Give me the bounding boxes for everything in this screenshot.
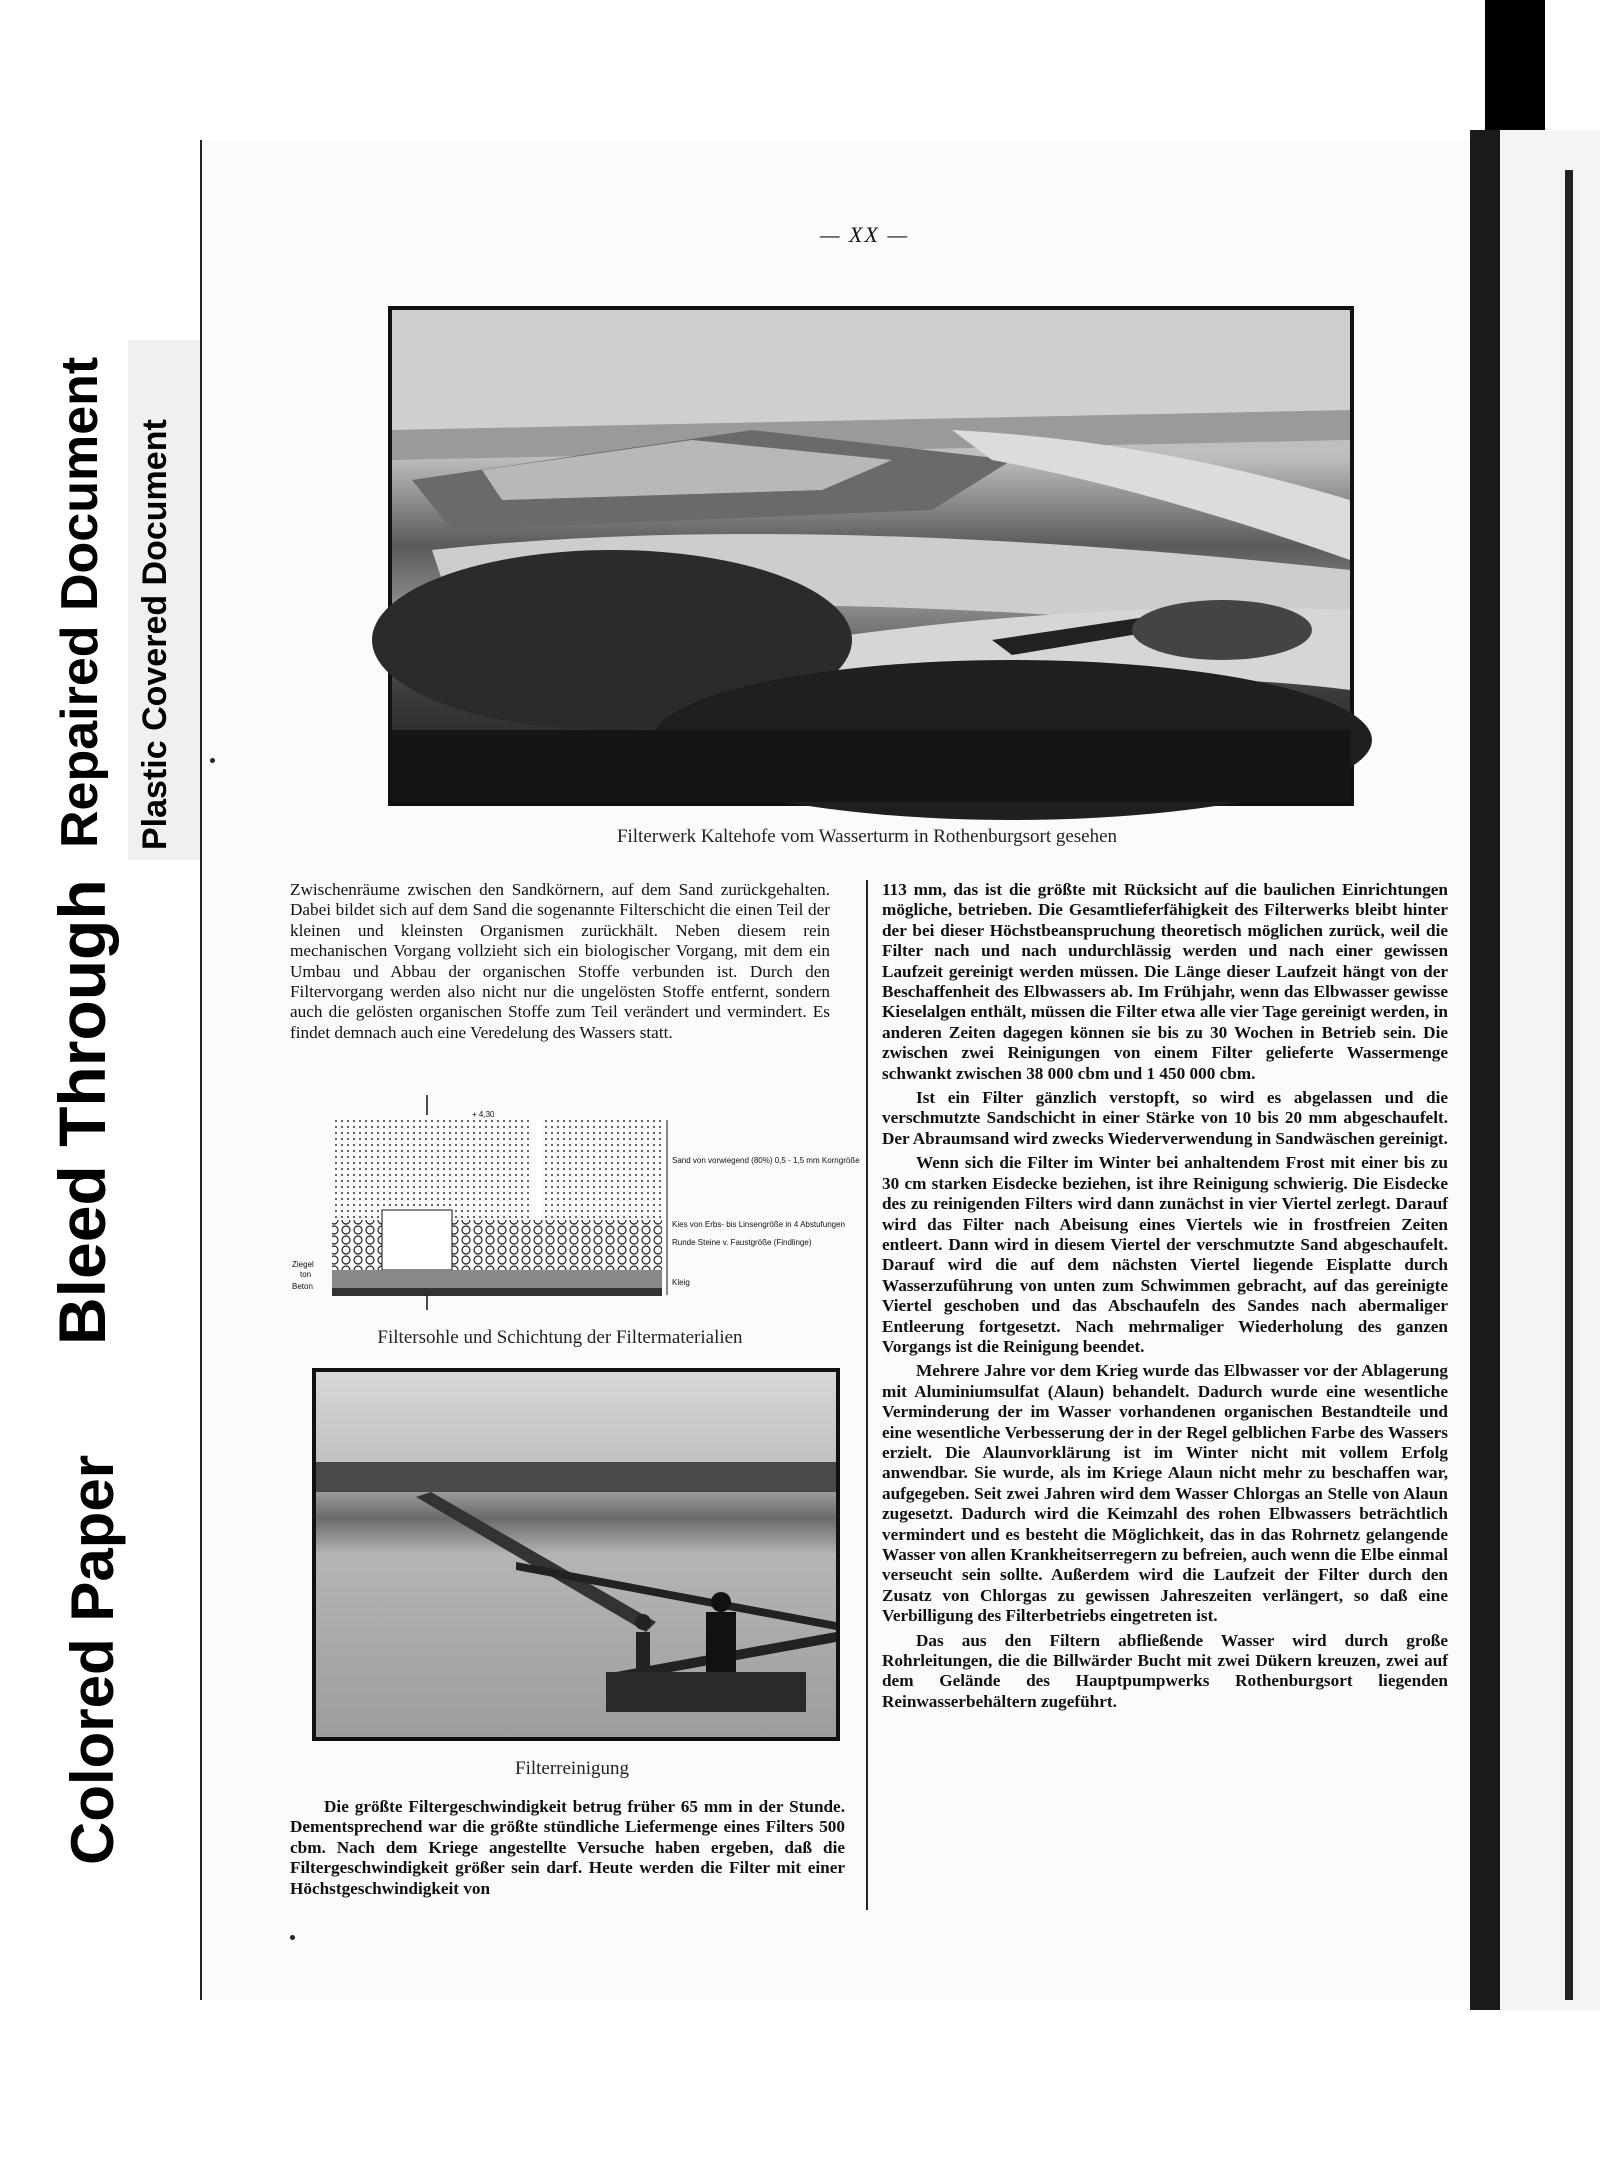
diagram-label-ziegel: Ziegel [292, 1260, 314, 1269]
diagram-label-beton: Beton [292, 1282, 313, 1291]
scan-top-margin [200, 0, 1600, 140]
repaired-document-tag: Repaired Document [51, 356, 109, 848]
right-column-paragraph-4: Mehrere Jahre vor dem Krieg wurde das Elbwasser vor der Ablagerung mit Aluminiumsulfat (Alaun) behandelt. Dadurch wurde eine wesentliche Verminderung der im Wasser vorhandenen organischen Bestandteile und eine wesentliche Verbesserung der in der Regel gelblichen Farbe des Wassers erzielt. Die Alaunvorklärung ist im Winter nicht mit vollem Erfolg anwendbar. Sie wurde, als im Kriege Alaun nicht mehr zu beschaffen war, aufgegeben. Seit zwei Jahren wird dem Wasser Chlorgas an Stelle von Alaun zugesetzt. Dadurch wird die Keimzahl des rohen Elbwassers beträchtlich vermindert und es besteht die Möglichkeit, das in das Rohrnetz gelangende Wasser von allen Krankheitserregern zu befreien, auch wenn die Elbe einmal verseucht sein sollte. Außerdem wird die Laufzeit der Filter durch den Zusatz von Chlorgas zu gewissen Jahreszeiten verlängert, so daß eine Verbilligung des Filterbetriebs eingetreten ist. [882, 1361, 1448, 1626]
page-edge-shadow [1470, 130, 1500, 2010]
left-column-upper [290, 880, 830, 1047]
right-column [882, 880, 1448, 1716]
right-column-paragraph-1: 113 mm, das ist die größte mit Rücksicht auf die baulichen Einrichtungen mögliche, betrieben. Die Gesamtlieferfähigkeit des Filterwerks bleibt hinter der bei dieser Höchstbeanspruchung theoretisch möglichen zurück, weil die Filter nach und nach undurchlässig werden und nach einer gewissen Laufzeit gereinigt werden müssen. Die Länge dieser Laufzeit hängt von der Beschaffenheit des Elbwassers ab. Im Frühjahr, wenn das Elbwasser gewisse Kieselalgen enthält, müssen die Filter etwa alle vier Tage gereinigt werden, in anderen Zeiten dagegen können sie bis zu 30 Wochen in Betrieb sein. Die zwischen zwei Reinigungen von einem Filter gelieferte Wassermenge schwankt zwischen 38 000 cbm und 1 450 000 cbm. [882, 880, 1448, 1083]
diagram-label-sand: Sand von vorwiegend (80%) 0,5 - 1,5 mm Korngröße [672, 1156, 860, 1165]
filter-layers-diagram [292, 1095, 860, 1315]
diagram-label-kies: Kies von Erbs- bis Linsengröße in 4 Abstufungen [672, 1220, 845, 1229]
diagram-top-mark: + 4,30 [472, 1110, 495, 1119]
diagram-label-steine: Runde Steine v. Faustgröße (Findlinge) [672, 1238, 812, 1247]
filterreinigung-photo [312, 1368, 840, 1741]
right-column-paragraph-5: Das aus den Filtern abfließende Wasser wird durch große Rohrleitungen, die die Billwärder Bucht mit zwei Dükern kreuzen, zwei auf dem Gelände des Hauptpumpwerks Rothenburgsort liegenden Reinwasserbehältern zugeführt. [882, 1630, 1448, 1711]
adjacent-page-edge [1565, 170, 1573, 2000]
right-column-paragraph-3: Wenn sich die Filter im Winter bei anhaltendem Frost mit einer bis zu 30 cm starken Eisdecke beziehen, ist ihre Reinigung schwierig. Die Eisdecke des zu reinigenden Filters wird dann zunächst in vier Viertel zerlegt. Darauf wird das Filter nach Abeisung eines Viertels wie in frostfreien Zeiten entleert. Dann wird in diesem Viertel der verschmutzte Sand abgeschaufelt. Darauf wird die auf dem nächsten Viertel liegende Eisplatte durch Wasserzuführung von unten zum Schwimmen gebracht, auf das gereinigte Viertel geschoben und das Abschaufeln des Sandes nach abermaliger Entleerung fortgesetzt. Nach mehrmaliger Wiederholung des ganzen Vorgangs ist die Reinigung beendet. [882, 1153, 1448, 1356]
colored-paper-tag: Colored Paper [59, 1454, 126, 1865]
scan-speck [290, 1935, 295, 1940]
top-photo-caption: Filterwerk Kaltehofe vom Wasserturm in Rothenburgsort gesehen [616, 826, 1118, 847]
left-column-lower [290, 1797, 845, 1903]
adjacent-page-strip [1500, 130, 1600, 2010]
diagram-caption: Filtersohle und Schichtung der Filtermaterialien [377, 1327, 743, 1348]
diagram-label-kleig: Kleig [672, 1278, 690, 1287]
left-column-paragraph-2: Die größte Filtergeschwindigkeit betrug früher 65 mm in der Stunde. Dementsprechend war die größte stündliche Liefermenge eines Filters 500 cbm. Nach dem Kriege angestellte Versuche haben ergeben, daß die Filtergeschwindigkeit größer sein darf. Heute werden die Filter mit einer Höchstgeschwindigkeit von [290, 1797, 845, 1898]
bleed-through-tag: Bleed Through [45, 879, 119, 1345]
right-column-paragraph-2: Ist ein Filter gänzlich verstopft, so wird es abgelassen und die verschmutzte Sandschicht in einer Stärke von 10 bis 20 mm abgeschaufelt. Der Abraumsand wird zwecks Wiederverwendung in Sandwäschen gereinigt. [882, 1088, 1448, 1148]
diagram-label-ton: ton [300, 1270, 312, 1279]
column-divider [866, 880, 868, 1910]
bottom-photo-caption: Filterreinigung [515, 1758, 629, 1779]
plastic-covered-document-tag: Plastic Covered Document [136, 419, 174, 850]
filter-cleaning-illustration [316, 1372, 836, 1737]
panorama-illustration [392, 310, 1350, 802]
left-column-paragraph-1: Zwischenräume zwischen den Sandkörnern, auf dem Sand zurückgehalten. Dabei bildet sich auf dem Sand die sogenannte Filterschicht die einen Teil der kleinen und kleinsten Organismen zurückhält. Neben diesem rein mechanischen Vorgang vollzieht sich ein biologischer Vorgang, mit dem ein Umbau und Abbau der organischen Stoffe verbunden ist. Durch den Filtervorgang werden also nicht nur die ungelösten Stoffe entfernt, sondern auch die gelösten organischen Stoffe zum Teil verändert und vermindert. Es findet demnach auch eine Veredelung des Wassers statt. [290, 880, 830, 1042]
scan-speck [210, 758, 215, 763]
page-number: — XX — [820, 222, 909, 247]
filterwerk-panorama-photo [388, 306, 1354, 806]
